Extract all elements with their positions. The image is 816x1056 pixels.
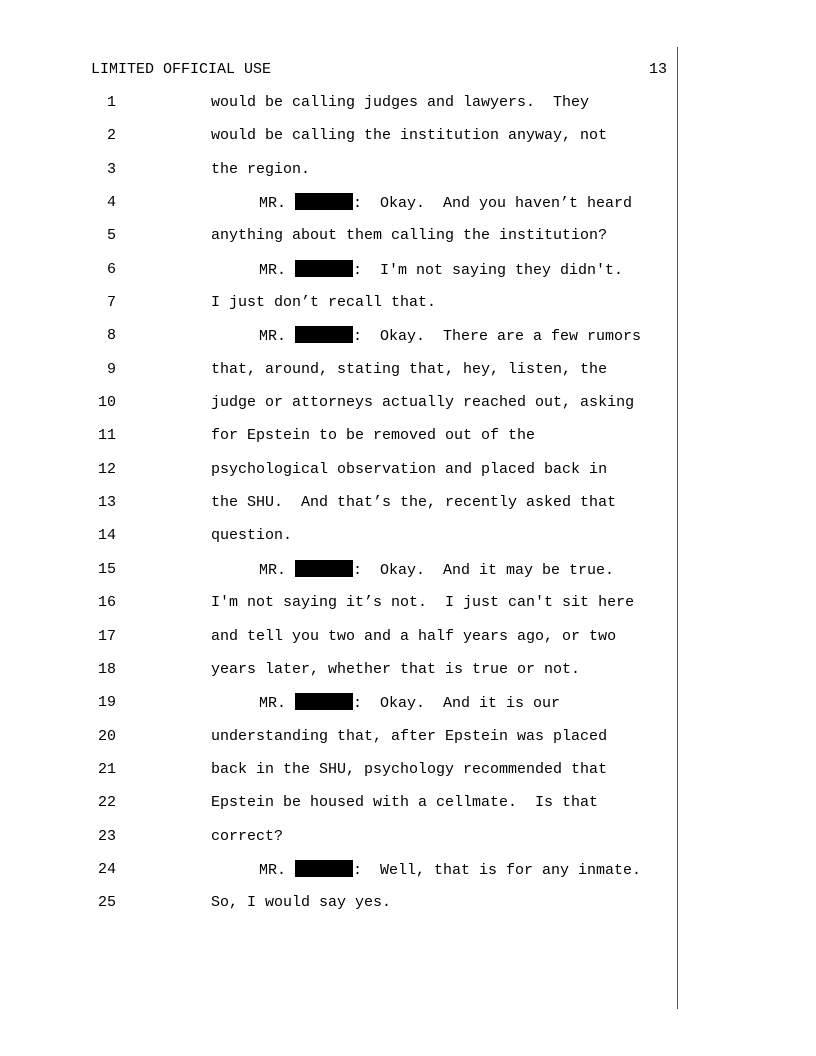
redaction-box [295,860,353,877]
line-text-part: : Okay. And it may be true. [353,561,615,579]
redaction-box [295,326,353,343]
line-number: 3 [106,160,116,178]
line-text [211,93,589,113]
line-text-part: psychological observation and placed back in [211,460,608,478]
line-number: 15 [97,560,116,578]
line-text [259,560,614,581]
line-number: 8 [106,327,116,345]
line-text-part: the region. [211,160,311,178]
speaker-prefix: MR. [259,195,296,213]
line-text-part: back in the SHU, psychology recommended that [211,760,608,778]
line-number: 12 [97,460,116,478]
line-text [211,727,607,747]
line-text-part: anything about them calling the institution? [211,227,608,245]
line-number: 7 [106,294,116,312]
line-text-part: for Epstein to be removed out of the [211,427,536,445]
line-text [211,627,616,647]
line-number: 25 [97,894,116,912]
line-number: 23 [97,827,116,845]
line-text [259,860,641,881]
line-text-part: correct? [211,827,284,845]
right-margin-rule [677,47,678,1009]
line-number: 10 [97,394,116,412]
line-text [211,226,607,246]
line-text [259,693,560,714]
line-number: 20 [97,727,116,745]
line-text-part: Epstein be housed with a cellmate. Is that [211,794,599,812]
line-text-part: question. [211,527,293,545]
line-text [211,760,607,780]
line-text [211,793,598,813]
line-text-part: would be calling the institution anyway, not [211,127,608,145]
line-text [211,893,391,913]
line-text [211,126,607,146]
line-text-part: : Okay. And it is our [353,695,561,713]
line-text-part: : Well, that is for any inmate. [353,861,642,879]
line-text-part: judge or attorneys actually reached out, asking [211,394,635,412]
line-number: 22 [97,794,116,812]
line-text [259,260,623,281]
line-number: 4 [106,194,116,212]
redaction-box [295,693,353,710]
line-text-part: understanding that, after Epstein was placed [211,727,608,745]
line-number: 24 [97,860,116,878]
line-text [211,160,310,180]
page-number: 13 [648,61,667,78]
line-text-part: would be calling judges and lawyers. They [211,94,590,111]
line-number: 2 [106,127,116,145]
speaker-prefix: MR. [259,261,296,279]
redaction-box [295,193,353,210]
line-text [259,193,632,214]
line-text-part: : Okay. There are a few rumors [353,328,642,346]
line-text [211,293,436,313]
line-number: 11 [97,427,116,445]
line-text [211,827,283,847]
speaker-prefix: MR. [259,561,296,579]
line-text [211,426,535,446]
line-text [211,593,634,613]
redaction-box [295,260,353,277]
line-number: 17 [97,627,116,645]
speaker-prefix: MR. [259,695,296,713]
line-text-part: years later, whether that is true or not. [211,660,581,678]
line-text [211,460,607,480]
line-number: 9 [106,360,116,378]
line-text-part: So, I would say yes. [211,894,392,912]
line-text-part: I just don’t recall that. [211,294,437,312]
line-number: 19 [97,694,116,712]
line-number: 1 [106,94,116,111]
line-number: 13 [97,494,116,512]
line-text [211,493,616,513]
speaker-prefix: MR. [259,861,296,879]
speaker-prefix: MR. [259,328,296,346]
line-text [211,526,292,546]
line-text [211,360,607,380]
line-text-part: that, around, stating that, hey, listen, the [211,360,608,378]
line-number: 18 [97,660,116,678]
redaction-box [295,560,353,577]
line-number: 14 [97,527,116,545]
line-text-part: and tell you two and a half years ago, or two [211,627,617,645]
classification-header: LIMITED OFFICIAL USE [91,61,272,78]
line-text [259,326,641,347]
line-number: 6 [106,260,116,278]
line-text-part: I'm not saying it’s not. I just can't sit here [211,594,635,612]
line-text-part: the SHU. And that’s the, recently asked that [211,494,617,512]
line-text [211,393,634,413]
line-number: 5 [106,227,116,245]
line-number: 16 [97,594,116,612]
line-text-part: : Okay. And you haven’t heard [353,195,633,213]
line-text [211,660,580,680]
line-text-part: : I'm not saying they didn't. [353,261,624,279]
line-number: 21 [97,760,116,778]
